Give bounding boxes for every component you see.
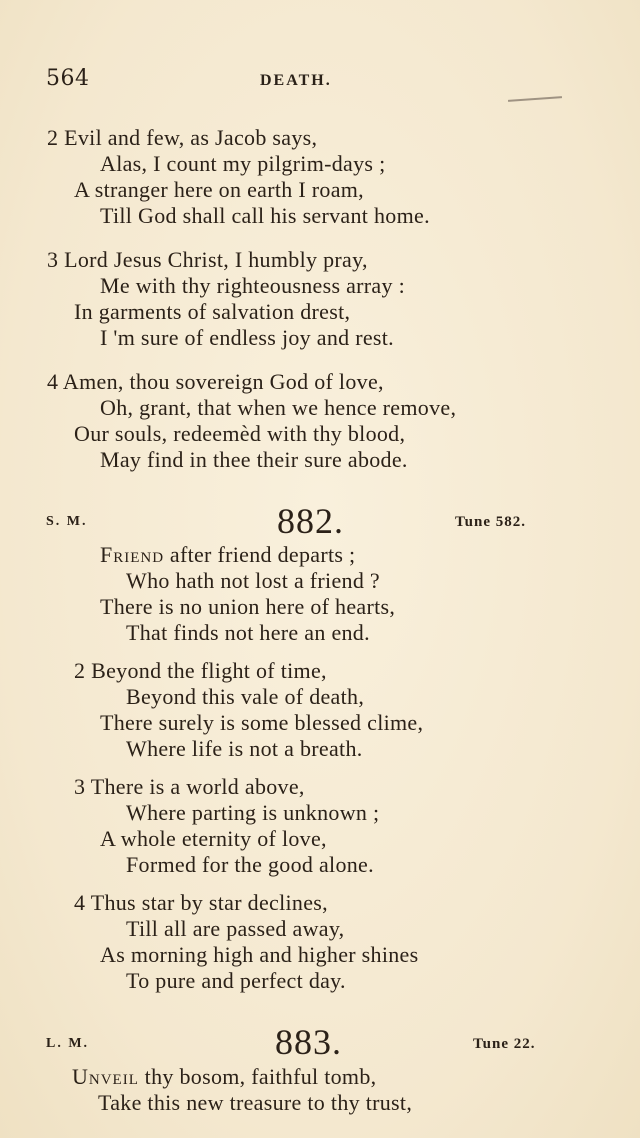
stanza-line — [100, 542, 355, 568]
stanza-line: That finds not here an end. — [126, 620, 370, 645]
stanza-line: Our souls, redeemèd with thy blood, — [74, 421, 406, 446]
verse-text: thy bosom, faithful tomb, — [138, 1064, 377, 1089]
stanza-line: Formed for the good alone. — [126, 852, 374, 877]
stanza-line — [74, 658, 327, 684]
stanza-line: I 'm sure of endless joy and rest. — [100, 325, 394, 350]
verse-text: Evil and few, as Jacob says, — [64, 125, 318, 150]
stanza-line: Who hath not lost a friend ? — [126, 568, 380, 593]
verse-text: There is a world above, — [90, 774, 305, 799]
running-title: DEATH. — [260, 72, 332, 89]
stanza-line: A stranger here on earth I roam, — [74, 177, 364, 202]
verse-text: Amen, thou sovereign God of love, — [62, 369, 384, 394]
stanza-line — [74, 890, 328, 916]
stanza-number: 2 — [47, 125, 59, 150]
stanza-line — [47, 125, 317, 151]
stanza-line: Where life is not a breath. — [126, 736, 363, 761]
stanza-line: Me with thy righteousness array : — [100, 273, 406, 298]
stanza-line: There surely is some blessed clime, — [100, 710, 424, 735]
first-word: Unveil — [72, 1064, 139, 1089]
stanza-line: To pure and perfect day. — [126, 968, 346, 993]
stanza-line: Oh, grant, that when we hence remove, — [100, 395, 457, 420]
stanza-line: There is no union here of hearts, — [100, 594, 396, 619]
stanza-line: Till God shall call his servant home. — [100, 203, 430, 228]
stanza-line: Take this new treasure to thy trust, — [98, 1090, 413, 1115]
stanza-line: May find in thee their sure abode. — [100, 447, 408, 472]
stanza-line — [47, 247, 368, 273]
stanza-number: 3 — [74, 774, 86, 799]
stanza-line: As morning high and higher shines — [100, 942, 419, 967]
verse-text: Lord Jesus Christ, I humbly pray, — [64, 247, 368, 272]
decorative-rule — [508, 96, 562, 102]
meter-label: S. M. — [46, 514, 88, 529]
stanza-line: In garments of salvation drest, — [74, 299, 351, 324]
verse-text: Beyond the flight of time, — [91, 658, 327, 683]
stanza-number: 3 — [47, 247, 59, 272]
tune-reference: Tune 582. — [455, 514, 526, 530]
page-number: 564 — [46, 66, 90, 91]
stanza-line: A whole eternity of love, — [100, 826, 327, 851]
stanza-line: Alas, I count my pilgrim-days ; — [100, 151, 386, 176]
stanza-line — [74, 774, 305, 800]
hymn-number: 883. — [275, 1022, 342, 1062]
meter-label: L. M. — [46, 1036, 90, 1051]
verse-text: Thus star by star declines, — [90, 890, 328, 915]
first-word: Friend — [100, 542, 165, 567]
stanza-line: Where parting is unknown ; — [126, 800, 380, 825]
stanza-line: Till all are passed away, — [126, 916, 345, 941]
stanza-line — [72, 1064, 376, 1090]
hymn-number: 882. — [277, 501, 344, 541]
stanza-number: 2 — [74, 658, 86, 683]
stanza-line — [47, 369, 384, 395]
stanza-number: 4 — [47, 369, 59, 394]
stanza-number: 4 — [74, 890, 86, 915]
tune-reference: Tune 22. — [473, 1036, 536, 1052]
verse-text: after friend departs ; — [164, 542, 356, 567]
stanza-line: Beyond this vale of death, — [126, 684, 365, 709]
